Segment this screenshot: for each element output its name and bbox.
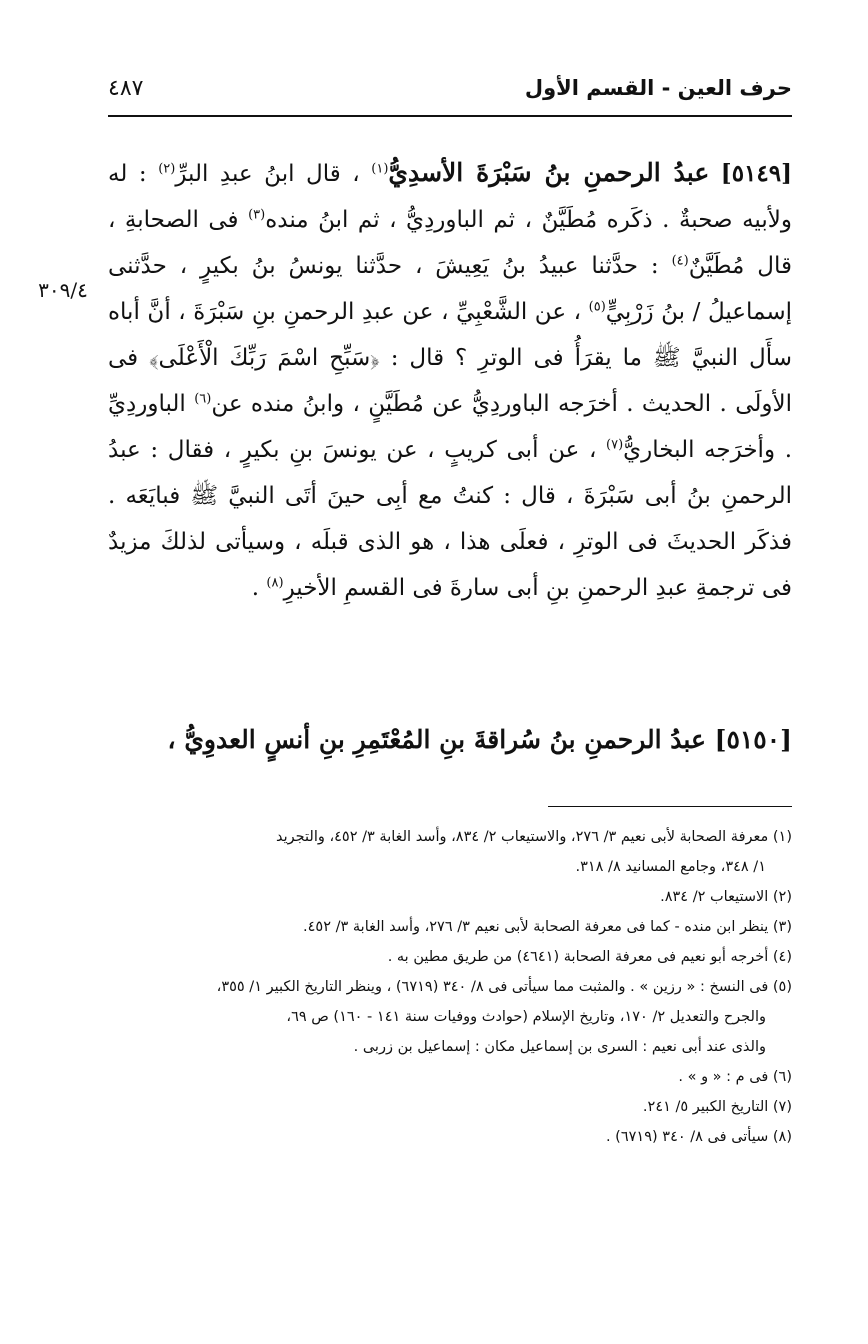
- running-head: [108, 70, 792, 106]
- footnote-ref: (٢): [158, 161, 176, 177]
- entry-5150: [108, 718, 792, 762]
- footnote-5: [108, 972, 792, 1002]
- entry-number: [٥١٥٠]: [714, 725, 792, 754]
- entry-5149: [108, 150, 792, 611]
- body-text: .: [251, 575, 260, 601]
- footnote-2: [108, 882, 792, 912]
- footnote-ref: (٧): [606, 437, 624, 453]
- footnote-ref: (٣): [248, 207, 266, 223]
- footnote-text: (٥) فى النسخ : « رزين » . والمثبت مما سيأتى فى ٨/ ٣٤٠ (٦٧١٩) ، وينظر التاريخ الكبير ١/ ٣٥٥،: [216, 979, 792, 995]
- body-text: : حدَّثنا عبيدُ بنُ يَعِيشَ ، حدَّثنا يونسُ بنُ بكيرٍ ، حدَّثنى إسماعيلُ / بنُ زَرْبِيٍّ: [108, 253, 792, 325]
- footnote-text: (٤) أخرجه أبو نعيم فى معرفة الصحابة (٤٦٤١) من طريق مطين به .: [387, 949, 792, 965]
- footnote-1-continued: [108, 852, 792, 882]
- page-number: ٤٨٧: [108, 75, 144, 101]
- footnote-5-continued: [108, 1002, 792, 1032]
- footnote-text: (٣) ينظر ابن منده - كما فى معرفة الصحابة لأبى نعيم ٣/ ٢٧٦، وأسد الغابة ٣/ ٤٥٢.: [303, 919, 792, 935]
- footnotes: [108, 822, 792, 1152]
- body-text: ، عن أبى كريبٍ ، عن يونسَ بنِ بكيرٍ ، فقال : عبدُ الرحمنِ بنُ أبى سَبْرَةَ ، قال : كنتُ مع أبِى حينَ أتَى النبيَّ ﷺ فبايَعَه . فذكَر الحديثَ فى الوترِ ، فعلَى هذا ، هو الذى قبلَه ، وسيأتى لذلكَ مزيدٌ فى ترجمةِ عبدِ الرحمنِ بنِ أبى سارةَ فى القسمِ الأخيرِ: [108, 437, 792, 601]
- footnote-5-continued: [108, 1032, 792, 1062]
- footnote-8: [108, 1122, 792, 1152]
- footnote-ref: (١): [371, 161, 389, 177]
- footnote-7: [108, 1092, 792, 1122]
- body-text: ، قال ابنُ عبدِ البرِّ: [175, 161, 360, 187]
- footnote-separator: [548, 806, 792, 807]
- running-head-title: حرف العين - القسم الأول: [524, 76, 792, 100]
- footnote-text: (٨) سيأتى فى ٨/ ٣٤٠ (٦٧١٩) .: [605, 1129, 792, 1145]
- footnote-text: (٧) التاريخ الكبير ٥/ ٢٤١.: [642, 1099, 792, 1115]
- footnote-ref: (٤): [671, 253, 689, 269]
- margin-volume-page-note: ٣٠٩/٤: [38, 278, 88, 302]
- footnote-1: [108, 822, 792, 852]
- body-text: : له ولأبيه صحبةٌ . ذكَره مُطَيَّنٌ ، ثم الباوردِيُّ ، ثم ابنُ منده: [108, 161, 792, 233]
- footnote-text: والجرح والتعديل ٢/ ١٧٠، وتاريخ الإسلام (حوادث ووفيات سنة ١٤١ - ١٦٠) ص ٦٩،: [286, 1009, 766, 1025]
- entry-5149-paragraph: [108, 150, 792, 611]
- footnote-text: (٢) الاستيعاب ٢/ ٨٣٤.: [660, 889, 792, 905]
- footnote-ref: (٦): [194, 391, 212, 407]
- header-rule: [108, 115, 792, 117]
- footnote-text: ١/ ٣٤٨، وجامع المسانيد ٨/ ٣١٨.: [575, 859, 766, 875]
- footnote-ref: (٥): [588, 299, 606, 315]
- footnote-text: والذى عند أبى نعيم : السرى بن إسماعيل مكان : إسماعيل بن زربى .: [353, 1039, 766, 1055]
- footnote-3: [108, 912, 792, 942]
- footnote-text: (١) معرفة الصحابة لأبى نعيم ٣/ ٢٧٦، والاستيعاب ٢/ ٨٣٤، وأسد الغابة ٣/ ٤٥٢، والتجريد: [276, 829, 792, 845]
- footnote-text: (٦) فى م : « و » .: [678, 1069, 792, 1085]
- footnote-6: [108, 1062, 792, 1092]
- entry-title: عبدُ الرحمنِ بنُ سَبْرَةَ الأسدِيُّ: [388, 158, 710, 187]
- entry-title: عبدُ الرحمنِ بنُ سُراقةَ بنِ المُعْتَمِرِ بنِ أنسٍ العدوِيُّ ،: [167, 725, 706, 754]
- footnote-ref: (٨): [266, 575, 284, 591]
- footnote-4: [108, 942, 792, 972]
- body-text: الباوردِيِّ . وأخرَجه البخاريُّ: [108, 391, 793, 463]
- body-text: فى الصحابةِ ، قال مُطَيَّنٌ: [108, 207, 792, 279]
- body-text: ، عن الشَّعْبِيِّ ، عن عبدِ الرحمنِ بنِ سَبْرَةَ ، أنَّ أباه سأَل النبيَّ ﷺ ما يقرَأُ فى الوترِ ؟ قال : ﴿سَبِّحِ اسْمَ رَبِّكَ الْأَعْلَى﴾ فى الأولَى . الحديث . أخرَجه الباوردِيُّ عن مُطَيَّنٍ ، وابنُ منده عن: [108, 299, 793, 417]
- entry-number: [٥١٤٩]: [720, 160, 792, 187]
